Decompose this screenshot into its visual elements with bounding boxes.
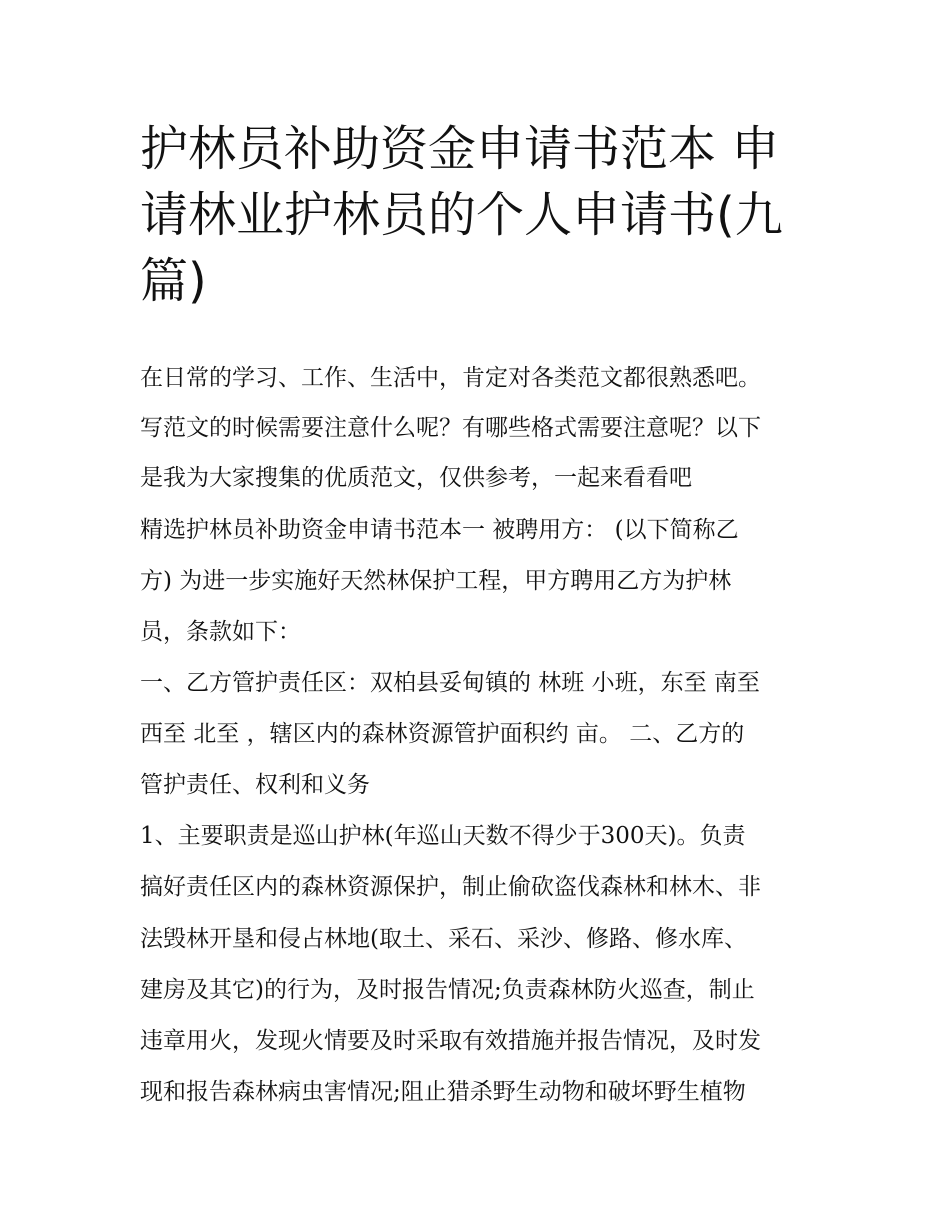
body-line: 在日常的学习、工作、生活中，肯定对各类范文都很熟悉吧。	[140, 365, 761, 391]
body-line: 一、乙方管护责任区：双柏县妥甸镇的 林班 小班，东至 南至	[140, 670, 760, 696]
body-line: 现和报告森林病虫害情况;阻止猎杀野生动物和破坏野生植物	[140, 1079, 746, 1105]
body-line: 法毁林开垦和侵占林地(取土、采石、采沙、修路、修水库、	[140, 926, 747, 952]
title-line: 请林业护林员的个人申请书(九	[140, 187, 783, 243]
title-line: 篇)	[140, 253, 207, 309]
body-line: 违章用火，发现火情要及时采取有效措施并报告情况，及时发	[140, 1028, 761, 1054]
body-line: 写范文的时候需要注意什么呢？有哪些格式需要注意呢？以下	[140, 415, 761, 441]
body-line: 精选护林员补助资金申请书范本一 被聘用方： (以下简称乙	[140, 517, 739, 543]
body-line: 是我为大家搜集的优质范文，仅供参考，一起来看看吧	[140, 465, 692, 491]
document-title	[140, 116, 820, 314]
body-line: 搞好责任区内的森林资源保护，制止偷砍盗伐森林和林木、非	[140, 874, 761, 900]
body-line: 方) 为进一步实施好天然林保护工程，甲方聘用乙方为护林	[140, 568, 732, 594]
body-line: 1、主要职责是巡山护林(年巡山天数不得少于300天)。负责	[140, 823, 746, 849]
body-line: 员，条款如下：	[140, 619, 301, 645]
body-line: 管护责任、权利和义务	[140, 772, 370, 798]
title-line: 护林员补助资金申请书范本 申	[140, 121, 780, 177]
body-line: 西至 北至 ，辖区内的森林资源管护面积约 亩。 二、乙方的	[140, 721, 745, 747]
body-line: 建房及其它)的行为，及时报告情况;负责森林防火巡查，制止	[140, 977, 755, 1003]
